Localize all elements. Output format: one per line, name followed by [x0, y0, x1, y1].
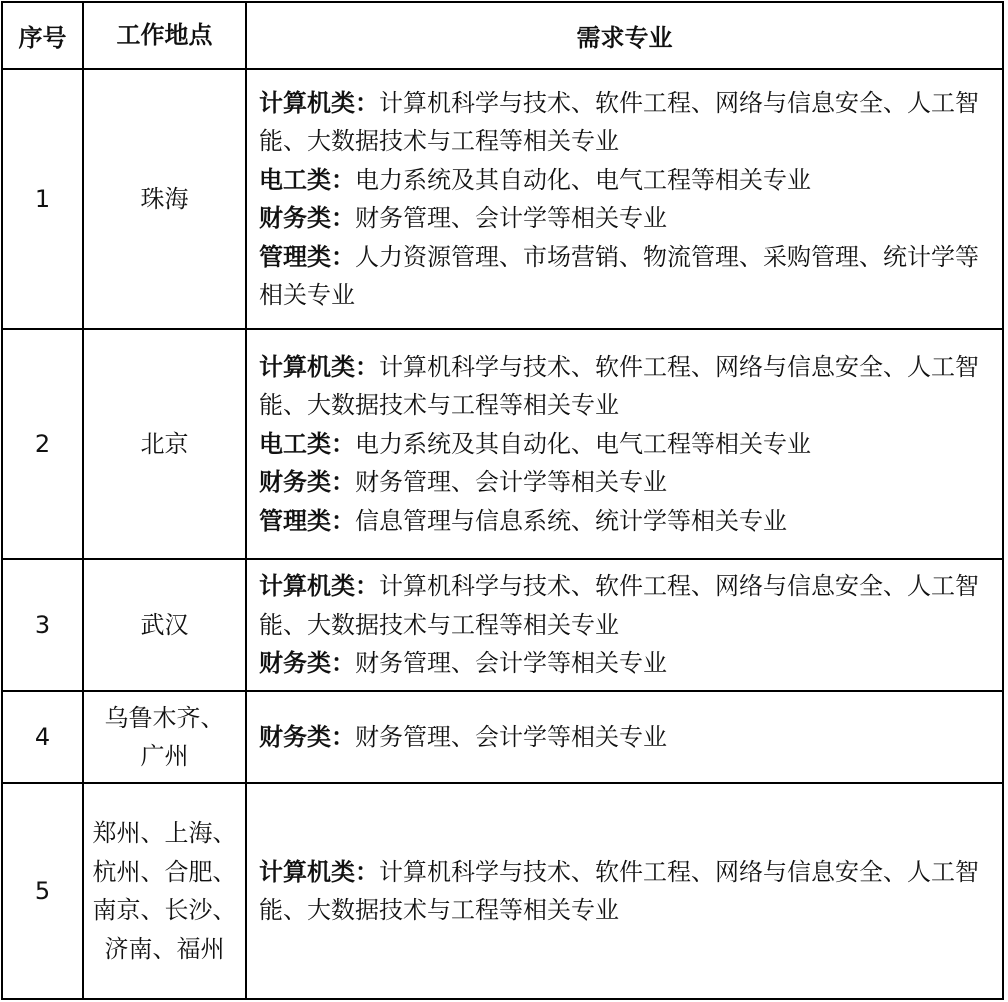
table-row — [2, 329, 1003, 559]
major-category — [259, 853, 992, 930]
row-number: 3 — [2, 559, 83, 691]
location-line: 广州 — [140, 742, 189, 770]
row-location — [83, 559, 246, 691]
row-number: 1 — [2, 69, 83, 329]
location-line: 北京 — [140, 429, 189, 458]
category-desc: 计算机科学与技术、软件工程、网络与信息安全、人工智能、大数据技术与工程等相关专业 — [259, 88, 979, 155]
category-desc: 财务管理、会计学等相关专业 — [355, 649, 667, 678]
row-number: 5 — [2, 783, 83, 999]
table-row — [2, 783, 1003, 999]
row-majors — [246, 783, 1003, 999]
table-row — [2, 69, 1003, 329]
major-category — [259, 644, 992, 683]
category-name: 计算机类： — [259, 352, 379, 381]
major-category — [259, 463, 992, 502]
category-name: 财务类： — [259, 649, 355, 678]
category-name: 计算机类： — [259, 572, 379, 601]
table-row — [2, 559, 1003, 691]
category-name: 管理类： — [259, 242, 355, 271]
major-category — [259, 199, 992, 238]
major-category — [259, 567, 992, 644]
location-line: 杭州、合肥、 — [92, 857, 237, 886]
category-name: 财务类： — [259, 468, 355, 497]
major-category — [259, 425, 992, 464]
category-name: 管理类： — [259, 506, 355, 535]
category-name: 计算机类： — [259, 88, 379, 117]
category-desc: 电力系统及其自动化、电气工程等相关专业 — [355, 429, 811, 458]
row-majors — [246, 69, 1003, 329]
major-category — [259, 502, 992, 541]
category-desc: 信息管理与信息系统、统计学等相关专业 — [355, 506, 787, 535]
row-location — [83, 69, 246, 329]
header-major: 需求专业 — [246, 2, 1003, 69]
location-line: 珠海 — [140, 184, 189, 213]
major-category — [259, 238, 992, 315]
location-line: 武汉 — [140, 610, 189, 639]
location-line: 济南、福州 — [104, 934, 225, 963]
category-name: 财务类： — [259, 722, 355, 751]
category-desc: 财务管理、会计学等相关专业 — [355, 204, 667, 232]
row-majors — [246, 691, 1003, 783]
row-number: 4 — [2, 691, 83, 783]
major-category — [259, 348, 992, 425]
location-line: 郑州、上海、 — [92, 819, 237, 847]
category-desc: 计算机科学与技术、软件工程、网络与信息安全、人工智能、大数据技术与工程等相关专业 — [259, 857, 979, 924]
row-majors — [246, 329, 1003, 559]
category-desc: 计算机科学与技术、软件工程、网络与信息安全、人工智能、大数据技术与工程等相关专业 — [259, 352, 979, 420]
category-name: 电工类： — [259, 165, 355, 194]
category-name: 财务类： — [259, 204, 355, 232]
table-row — [2, 691, 1003, 783]
major-category — [259, 161, 992, 200]
category-desc: 电力系统及其自动化、电气工程等相关专业 — [355, 165, 811, 194]
category-desc: 计算机科学与技术、软件工程、网络与信息安全、人工智能、大数据技术与工程等相关专业 — [259, 572, 979, 639]
category-desc: 财务管理、会计学等相关专业 — [355, 722, 667, 751]
table-header-row — [2, 2, 1003, 69]
header-location: 工作地点 — [83, 2, 246, 69]
row-number: 2 — [2, 329, 83, 559]
category-name: 计算机类： — [259, 857, 379, 886]
location-line: 乌鲁木齐、 — [104, 703, 225, 732]
row-majors — [246, 559, 1003, 691]
majors-table — [1, 1, 1004, 1000]
row-location — [83, 783, 246, 999]
location-line: 南京、长沙、 — [92, 896, 237, 924]
header-number: 序号 — [2, 2, 83, 69]
row-location — [83, 329, 246, 559]
table-body — [2, 69, 1003, 999]
major-category — [259, 718, 992, 757]
category-desc: 财务管理、会计学等相关专业 — [355, 468, 667, 497]
row-location — [83, 691, 246, 783]
category-desc: 人力资源管理、市场营销、物流管理、采购管理、统计学等相关专业 — [259, 242, 979, 309]
major-category — [259, 84, 992, 161]
category-name: 电工类： — [259, 429, 355, 458]
